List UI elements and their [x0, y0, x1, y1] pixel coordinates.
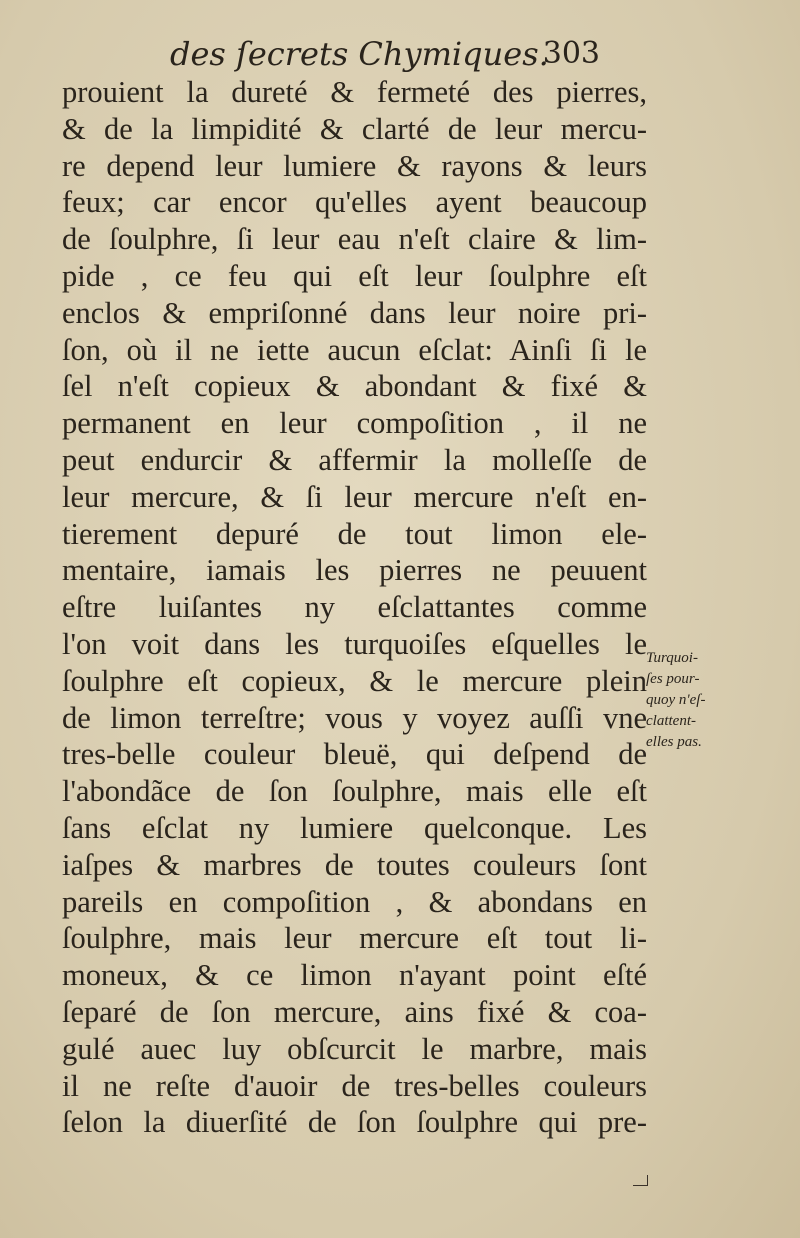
header-title: des ſecrets Chymiques.	[170, 35, 549, 73]
text-line: ſeparé de ſon mercure, ains fixé & coa-	[62, 994, 647, 1029]
margin-note-line: elles pas.	[646, 734, 702, 750]
text-line: pide , ce feu qui eſt leur ſoulphre eſt	[62, 258, 647, 293]
text-line: peut endurcir & affermir la molleſſe de	[62, 442, 647, 477]
text-line: re depend leur lumiere & rayons & leurs	[62, 148, 647, 183]
page-number: 303	[542, 36, 600, 71]
text-line: moneux, & ce limon n'ayant point eſté	[62, 958, 647, 993]
text-line: pareils en compoſition , & abondans en	[62, 884, 647, 919]
text-line: mentaire, iamais les pierres ne peuuent	[62, 553, 647, 588]
text-line: tierement depuré de tout limon ele-	[62, 516, 647, 551]
text-line: ſans eſclat ny lumiere quelconque. Les	[62, 810, 647, 845]
running-header	[170, 32, 600, 76]
text-line: enclos & empriſonné dans leur noire pri-	[62, 295, 647, 330]
text-line: feux; car encor qu'elles ayent beaucoup	[62, 185, 647, 220]
body-text	[62, 74, 647, 1141]
text-line: ſoulphre, mais leur mercure eſt tout li-	[62, 921, 647, 956]
margin-note-line: quoy n'eſ-	[646, 692, 706, 708]
text-line: iaſpes & marbres de toutes couleurs ſont	[62, 847, 647, 882]
text-line: eſtre luiſantes ny eſclattantes comme	[62, 590, 647, 625]
line-end-mark	[633, 1175, 648, 1186]
text-line: l'abondãce de ſon ſoulphre, mais elle eſt	[62, 774, 647, 809]
margin-note-line: clattent-	[646, 713, 696, 729]
text-line: il ne reſte d'auoir de tres-belles couleurs	[62, 1068, 647, 1103]
text-line: ſel n'eſt copieux & abondant & fixé &	[62, 369, 647, 404]
text-line: l'on voit dans les turquoiſes eſquelles le	[62, 626, 647, 661]
text-line: & de la limpidité & clarté de leur mercu-	[62, 111, 647, 146]
marginal-note	[646, 648, 796, 753]
margin-note-line: Turquoi-	[646, 650, 698, 666]
text-line: leur mercure, & ſi leur mercure n'eſt en-	[62, 479, 647, 514]
text-line: prouient la dureté & fermeté des pierres,	[62, 75, 647, 109]
text-line: tres-belle couleur bleuë, qui deſpend de	[62, 737, 647, 772]
text-line: gulé auec luy obſcurcit le marbre, mais	[62, 1031, 647, 1066]
text-line: ſoulphre eſt copieux, & le mercure plein	[62, 663, 647, 698]
text-line: ſon, où il ne iette aucun eſclat: Ainſi ſi le	[62, 332, 647, 367]
margin-note-line: ſes pour-	[646, 671, 700, 687]
text-line: de ſoulphre, ſi leur eau n'eſt claire & lim-	[62, 222, 647, 257]
text-line: de limon terreſtre; vous y voyez auſſi vne	[62, 700, 647, 735]
text-line: ſelon la diuerſité de ſon ſoulphre qui pre-	[62, 1105, 647, 1140]
text-line: permanent en leur compoſition , il ne	[62, 406, 647, 441]
